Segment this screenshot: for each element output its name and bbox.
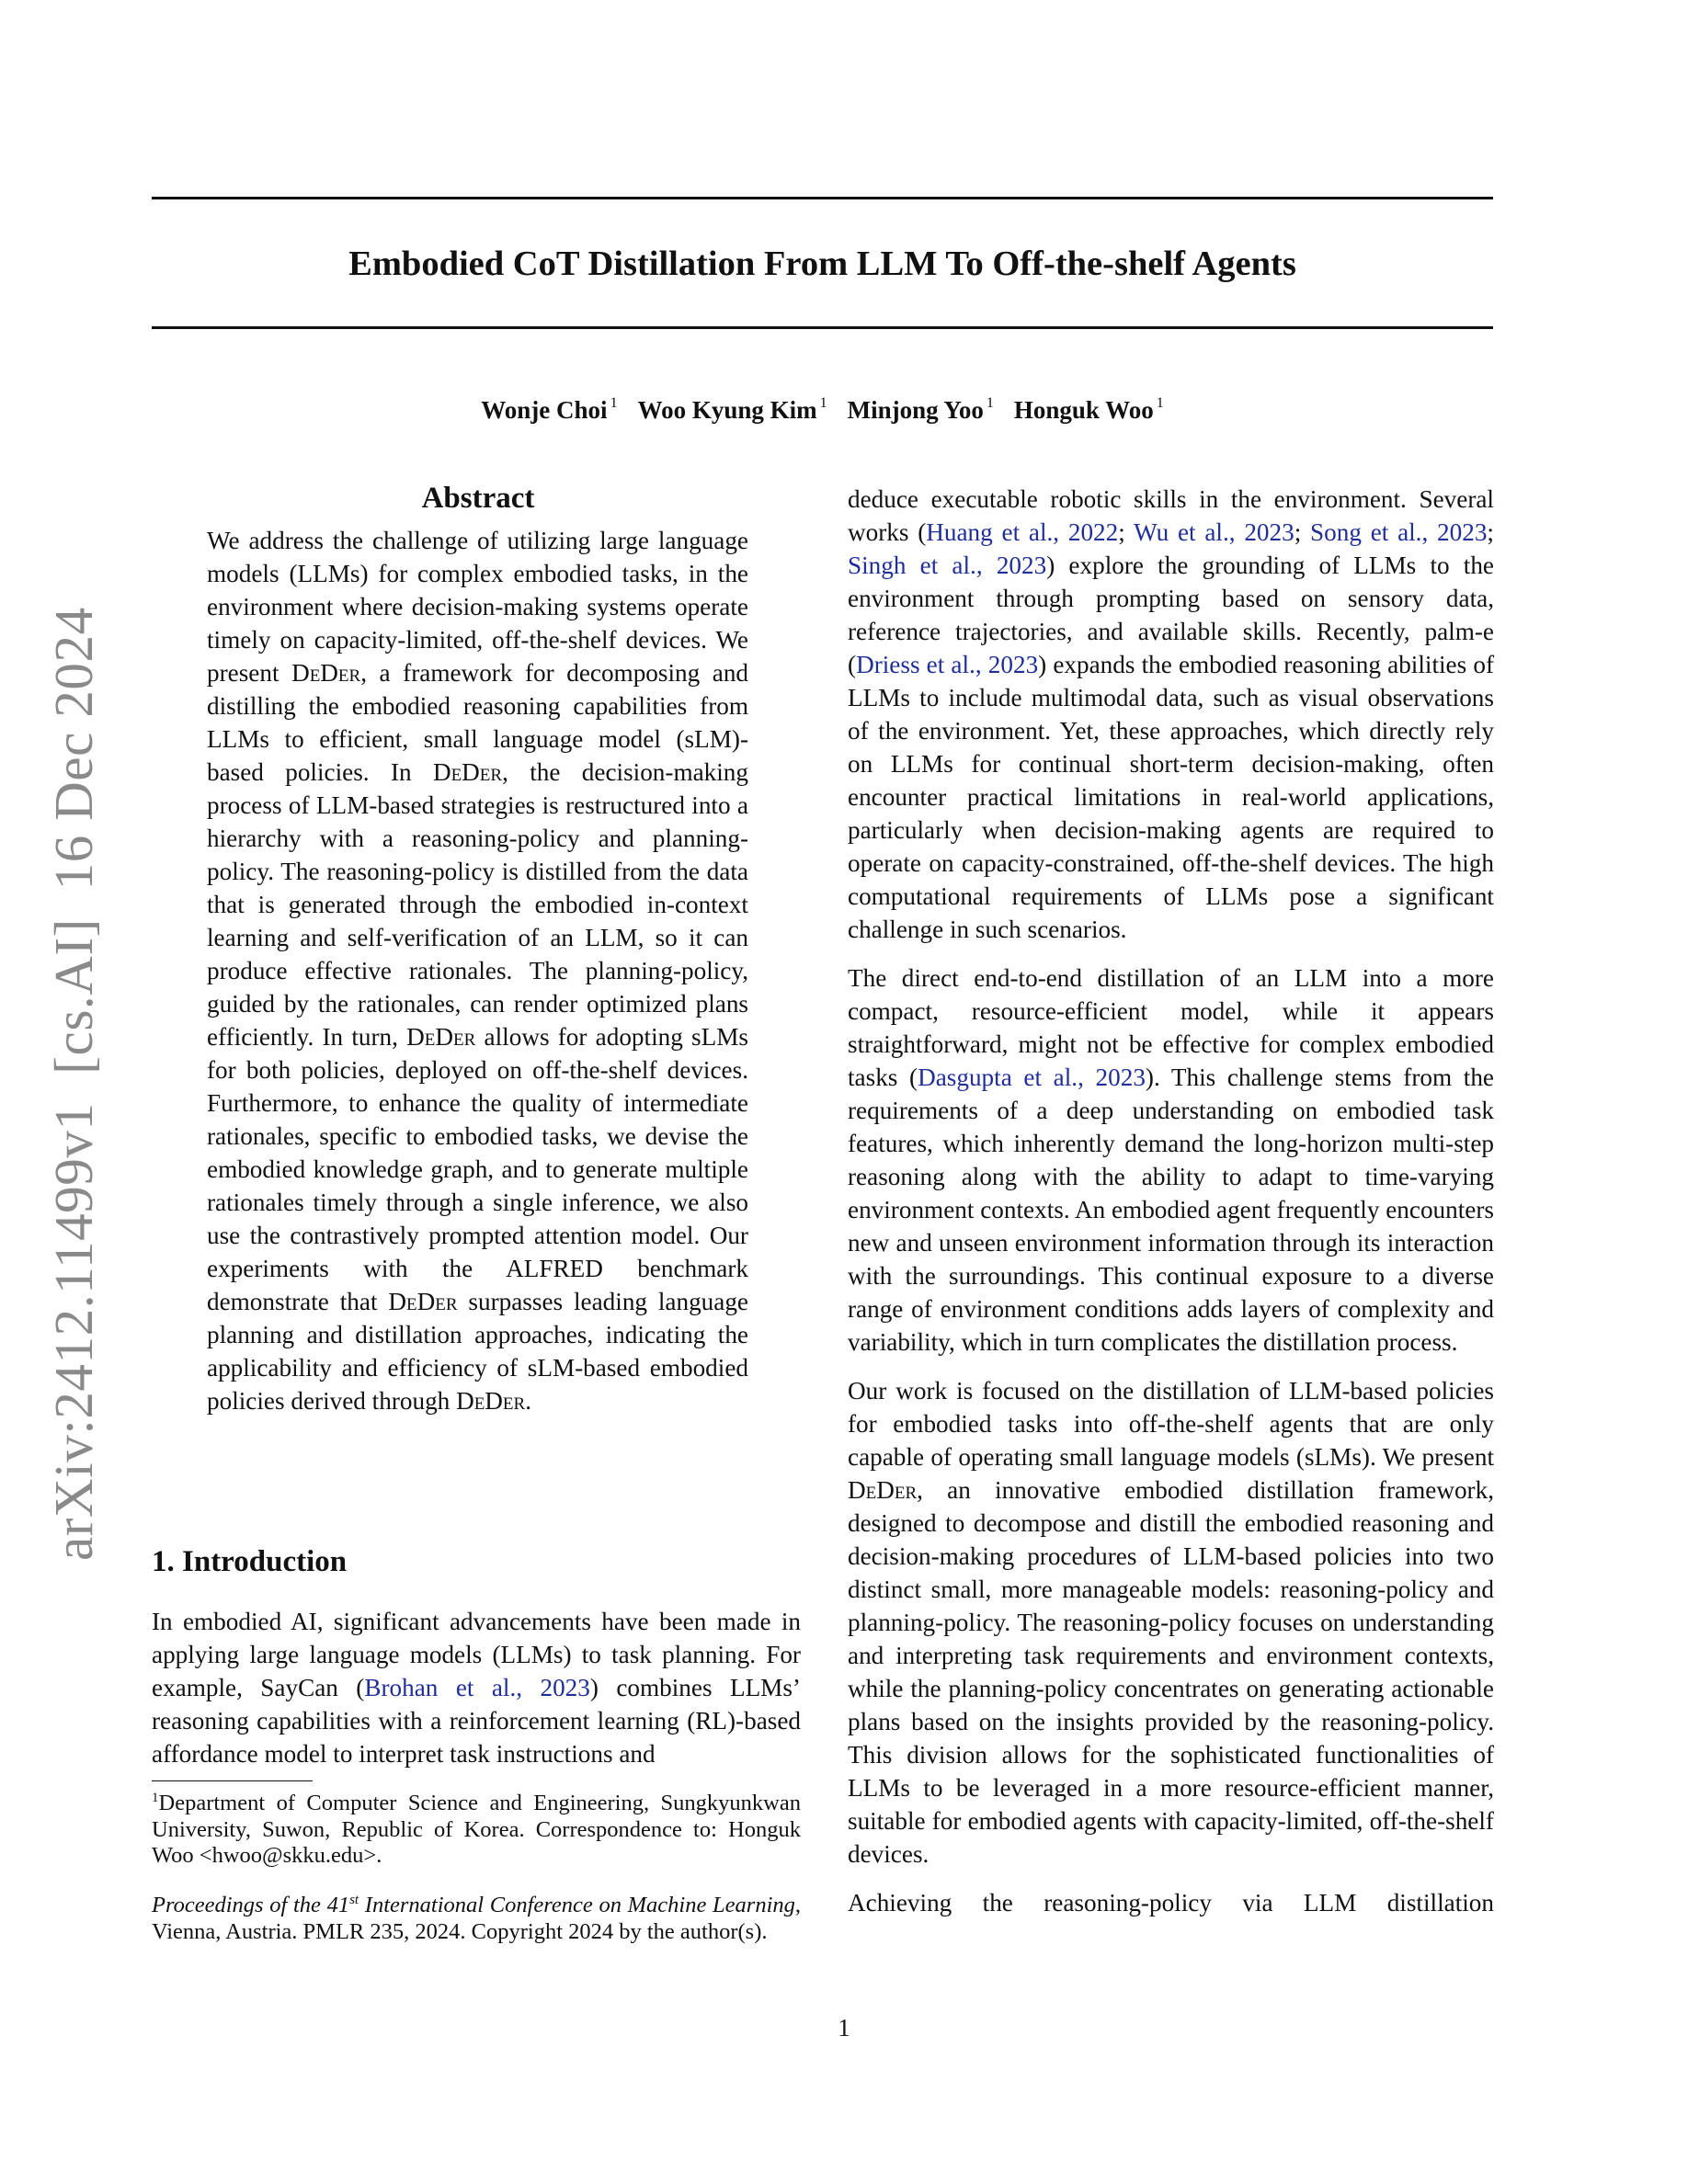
title-bottom-rule [152,326,1493,329]
abstract-body [207,524,748,1417]
proceedings-details: , Vienna, Austria. PMLR 235, 2024. Copyright 2024 by the author(s). [152,1893,802,1944]
citation-link[interactable]: Brohan et al., 2023 [364,1674,590,1701]
method-name: DeDer [432,758,503,786]
right-column-body [848,483,1494,1919]
text-run: ; [1487,518,1494,546]
citation-link[interactable]: Huang et al., 2022 [926,518,1119,546]
author-name: Wonje Choi [481,396,608,424]
top-rule [152,197,1493,199]
introduction-body [152,1605,801,1770]
proceedings-venue-part1: Proceedings of the 41 [152,1893,350,1918]
citation-link[interactable]: Wu et al., 2023 [1134,518,1295,546]
text-run: ). This challenge stems from the requirements of a deep understanding on embodied task features, which inherently demand the long-horizon multi-step reasoning along with the ability to adapt to time-varying environment contexts. An embodied agent frequently encounters new and unseen environment information through its interaction with the surroundings. This continual exposure to a diverse range of environment conditions adds layers of complexity and variability, which in turn complicates the distillation process. [848,1064,1494,1356]
text-run: ; [1294,518,1311,546]
footnote-marker: 1 [152,1791,159,1805]
author [848,396,994,424]
text-run: In embodied AI, significant advancements have been made in applying large language models (LLMs) to task planning. For example, SayCan ( [152,1608,801,1701]
text-run: Our work is focused on the distillation of LLM-based policies for embodied tasks into off-the-shelf agents that are only capable of operating small language models (sLMs). We present [848,1377,1494,1471]
method-name: DeDer [848,1476,918,1504]
body-paragraph [848,1886,1494,1919]
text-run: ) explore the grounding of LLMs to the environment through prompting based on sensory data, reference trajectories, and available skills. Recently, palm-e ( [848,552,1494,678]
text-run: , the decision-making process of LLM-based strategies is restructured into a hierarchy with a reasoning-policy and planning-policy. The reasoning-policy is distilled from the data that is generated through the embodied in-context learning and self-verification of an LLM, so it can produce effective rationales. The planning-policy, guided by the rationales, can render optimized plans efficiently. In turn, [207,758,748,1051]
citation-link[interactable]: Dasgupta et al., 2023 [918,1064,1146,1091]
method-name: DeDer [456,1387,526,1415]
abstract-heading: Abstract [421,482,535,515]
text-run: Achieving the reasoning-policy via LLM distillation [848,1889,1494,1917]
author-affiliation-marker: 1 [819,395,827,411]
text-run: ; [1118,518,1135,546]
author-affiliation-marker: 1 [610,395,618,411]
author [1014,396,1164,424]
paper-title: Embodied CoT Distillation From LLM To Off-the-shelf Agents [348,245,1296,283]
citation-link[interactable]: Driess et al., 2023 [856,651,1039,678]
affiliation-footnote [152,1785,801,1870]
text-run: surpasses leading language planning and distillation approaches, indicating the applicability and efficiency of sLM-based embodied policies derived through [207,1288,749,1415]
text-run: ) expands the embodied reasoning abilities of LLMs to include multimodal data, such as visual observations of the environment. Yet, these approaches, which directly rely on LLMs for continual short-term decision-making, often encounter practical limitations in real-world applications, particularly when decision-making agents are required to operate on capacity-constrained, off-the-shelf devices. The high computational requirements of LLMs pose a significant challenge in such scenarios. [848,651,1494,943]
page-number: 1 [838,2014,850,2042]
author-name: Honguk Woo [1013,396,1154,424]
text-run: , a framework for decomposing and distilling the embodied reasoning capabilities from LLMs to efficient, small language model (sLM)-based policies. In [207,659,749,786]
body-paragraph [848,961,1494,1359]
author [481,396,617,424]
body-paragraph [848,483,1494,946]
citation-link[interactable]: Song et al., 2023 [1310,518,1488,546]
proceedings-note [152,1887,801,1945]
author-name: Woo Kyung Kim [637,396,817,424]
author-list [152,390,1493,426]
method-name: DeDer [406,1023,476,1051]
author [638,396,827,424]
footnote-rule [152,1780,313,1781]
proceedings-venue-part2: International Conference on Machine Learning [359,1893,795,1918]
text-run: deduce executable robotic skills in the environment. Several works ( [848,485,1494,546]
author-name: Minjong Yoo [847,396,984,424]
text-run: , an innovative embodied distillation framework, designed to decompose and distill the embodied reasoning and decision-making procedures of LLM-based policies into two distinct small, more manageable models: reasoning-policy and planning-policy. The reasoning-policy focuses on understanding and interpreting task requirements and environment contexts, while the planning-policy concentrates on generating actionable plans based on the insights provided by the reasoning-policy. This division allows for the sophisticated functionalities of LLMs to be leveraged in a more resource-efficient manner, suitable for embodied agents with capacity-limited, off-the-shelf devices. [848,1476,1494,1868]
citation-link[interactable]: Singh et al., 2023 [848,552,1047,579]
text-run: . [525,1387,532,1415]
text-run: allows for adopting sLMs for both policies, deployed on off-the-shelf devices. Furthermore, to enhance the quality of intermediate rationales, specific to embodied tasks, we devise the embodied knowledge graph, and to generate multiple rationales timely through a single inference, we also use the contrastively prompted attention model. Our experiments with the ALFRED benchmark demonstrate that [207,1023,748,1315]
body-paragraph [848,1374,1494,1871]
text-run: ) combines LLMs’ reasoning capabilities with a reinforcement learning (RL)-based affordance model to interpret task instructions and [152,1674,801,1768]
footnote-text: Department of Computer Science and Engineering, Sungkyunkwan University, Suwon, Republic of Korea. Correspondence to: Honguk Woo <hwoo@skku.edu>. [152,1791,801,1869]
proceedings-ordinal: st [349,1893,359,1907]
arxiv-stamp: arXiv:2412.11499v1 [cs.AI] 16 Dec 2024 [43,607,104,1561]
text-run: The direct end-to-end distillation of an LLM into a more compact, resource-efficient model, while it appears straightforward, might not be effective for complex embodied tasks ( [848,964,1494,1091]
author-affiliation-marker: 1 [986,395,994,411]
method-name: DeDer [388,1288,458,1315]
introduction-heading: 1. Introduction [152,1545,348,1578]
text-run: We address the challenge of utilizing large language models (LLMs) for complex embodied tasks, in the environment where decision-making systems operate timely on capacity-limited, off-the-shelf devices. We present [207,527,748,687]
method-name: DeDer [291,659,361,687]
author-affiliation-marker: 1 [1156,395,1164,411]
